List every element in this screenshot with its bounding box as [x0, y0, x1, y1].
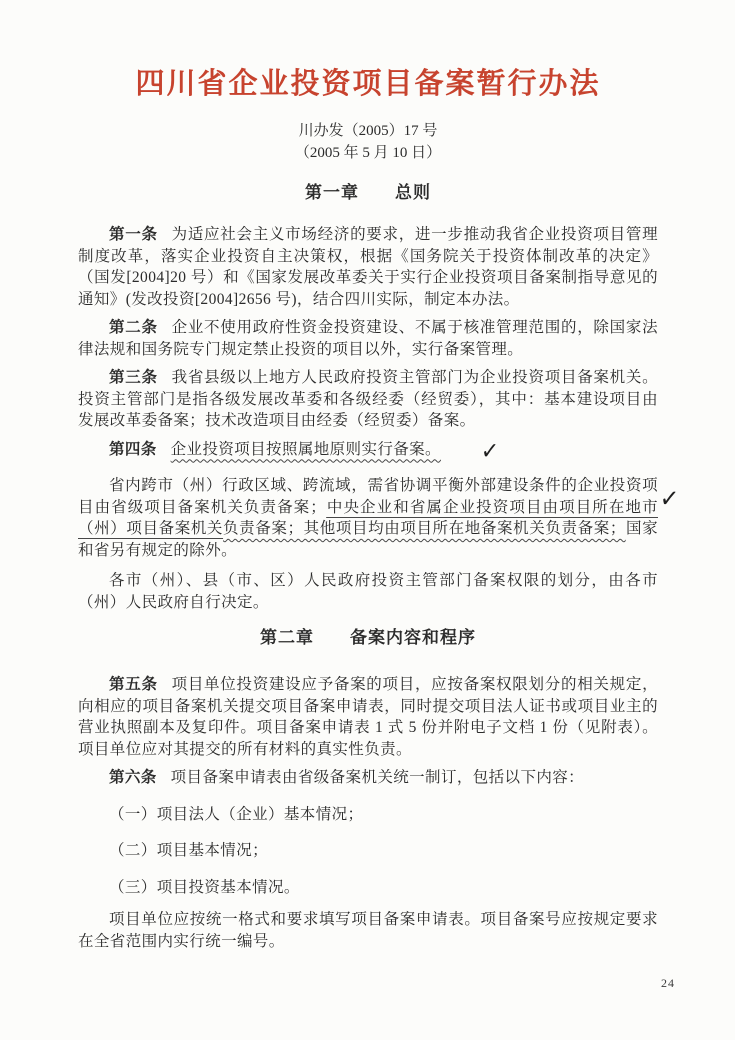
- article-6-item-3: （三）项目投资基本情况。: [109, 878, 300, 896]
- article-4-label: 第四条: [109, 440, 157, 458]
- article-2: [78, 317, 658, 360]
- article-6-closing-paragraph: 项目单位应按统一格式和要求填写项目备案申请表。项目备案号应按规定要求在全省范围内实行统一编号。: [78, 911, 658, 950]
- article-6-item-1: （一）项目法人（企业）基本情况；: [109, 805, 364, 823]
- article-3-label: 第三条: [109, 369, 158, 386]
- article-1-label: 第一条: [109, 226, 158, 243]
- article-4-seg1: 省内跨市（州）行政区域、跨流域，需省协调平衡外部建设条件的企业投资项目由省级项目备案机关负责备案；: [78, 477, 658, 516]
- article-5: [78, 674, 658, 760]
- article-4-paragraph-3: [78, 570, 658, 613]
- article-4: [78, 436, 658, 465]
- document-title: 四川省企业投资项目备案暂行办法: [135, 68, 601, 100]
- article-4-paragraph-3-text: 各市（州）、县（市、区）人民政府投资主管部门备案权限的划分，由各市（州）人民政府自行决定。: [78, 572, 658, 611]
- article-3-text: 我省县级以上地方人民政府投资主管部门为企业投资项目备案机关。投资主管部门是指各级发展改革委和各级经委（经贸委），其中：基本建设项目由发展改革委备案；技术改造项目由经委（经贸委）备案。: [78, 369, 658, 429]
- article-4-seg2-underlined: 中央企业和省属企业投资项目由项目所在地市（州）项目备案机关: [78, 498, 658, 537]
- article-4-underlined-text: 企业投资项目按照属地原则实行备案。: [170, 440, 441, 458]
- article-4-seg3-underlined: 负责备案；其他项目均由项目所在地备案机关负责备案；: [223, 520, 626, 537]
- chapter-2-heading: 第二章 备案内容和程序: [260, 628, 476, 647]
- article-1: [78, 224, 658, 310]
- article-2-label: 第二条: [109, 319, 158, 336]
- article-6-label: 第六条: [109, 769, 157, 786]
- doc-date: （2005 年 5 月 10 日）: [294, 145, 442, 161]
- handwritten-checkmark-icon: ✓: [480, 436, 500, 465]
- article-4-paragraph-2: [78, 475, 658, 561]
- margin-handwritten-checkmark-icon: ✓: [658, 484, 680, 515]
- article-6: [78, 767, 658, 789]
- article-1-text: 为适应社会主义市场经济的要求，进一步推动我省企业投资项目管理制度改革，落实企业投资自主决策权，根据《国务院关于投资体制改革的决定》（国发[2004]20 号）和《国家发展改革委关于实行企业投资项目备案制指导意见的通知》(发改投资[2004]2656 号)，结合四川实际，制定本办法。: [78, 226, 658, 308]
- chapter-1-heading: 第一章 总则: [305, 183, 431, 202]
- article-5-text: 项目单位投资建设应予备案的项目，应按备案权限划分的相关规定，向相应的项目备案机关提交项目备案申请表，同时提交项目法人证书或项目业主的营业执照副本及复印件。项目备案申请表 1 式 5 份并附电子文档 1 份（见附表）。项目单位应对其提交的所有材料的真实性负责。: [78, 676, 658, 758]
- article-6-item-2: （二）项目基本情况；: [109, 842, 269, 859]
- article-3: [78, 367, 658, 432]
- article-6-text: 项目备案申请表由省级备案机关统一制订，包括以下内容：: [170, 769, 585, 786]
- page-number: 24: [661, 976, 675, 990]
- article-5-label: 第五条: [109, 676, 158, 693]
- article-2-text: 企业不使用政府性资金投资建设、不属于核准管理范围的，除国家法律法规和国务院专门规定禁止投资的项目以外，实行备案管理。: [78, 319, 658, 358]
- article-4-seg4: 国家和省另有规定的除外。: [78, 520, 658, 559]
- document-meta: [78, 120, 658, 164]
- doc-number: 川办发（2005）17 号: [298, 123, 438, 139]
